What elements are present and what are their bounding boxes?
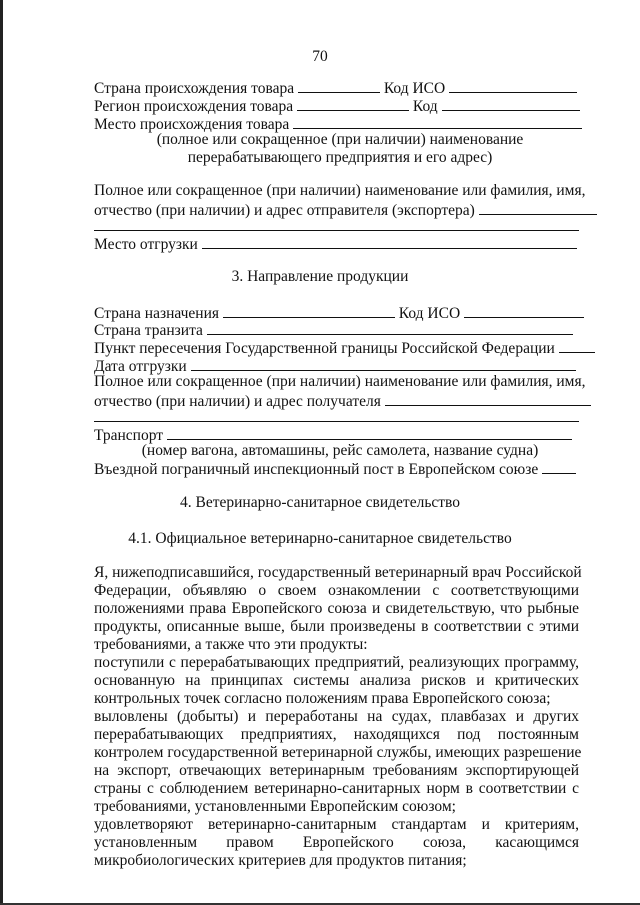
origin-region-row <box>94 96 580 116</box>
origin-country-row <box>94 78 577 98</box>
paragraph-line: поступили с перерабатывающих предприятий, реализующих программу, <box>94 654 579 671</box>
origin-country-field[interactable] <box>298 78 380 93</box>
shipment-place-field[interactable] <box>202 234 577 249</box>
origin-note-line1: (полное или сокращенное (при наличии) наименование <box>156 131 524 148</box>
origin-place-field[interactable] <box>293 114 582 129</box>
origin-country-label: Страна происхождения товара <box>94 80 295 97</box>
shipment-place-label: Место отгрузки <box>94 236 198 253</box>
paragraph-line: Федерации, объявляю о своем ознакомлении с соответствующими <box>94 582 579 599</box>
transit-row <box>94 320 573 340</box>
paragraph-line: требованиями, а также что эти продукты: <box>94 636 368 653</box>
transport-field[interactable] <box>167 425 572 440</box>
paragraph-line: контрольных точек согласно положениям права Европейского союза; <box>94 690 551 707</box>
paragraph-line: положениями права Европейского союза и свидетельствую, что рыбные <box>94 600 579 617</box>
sender-extra-line[interactable] <box>94 230 579 231</box>
receiver-row <box>94 391 591 411</box>
eu-post-row <box>94 459 576 479</box>
sender-line1: Полное или сокращенное (при наличии) наименование или фамилия, имя, <box>94 182 586 199</box>
receiver-extra-line[interactable] <box>94 421 579 422</box>
origin-region-field[interactable] <box>297 96 409 111</box>
transit-label: Страна транзита <box>94 322 203 339</box>
sender-row <box>94 200 597 220</box>
destination-iso-label: Код ИСО <box>398 305 461 322</box>
paragraph-line: основанную на принципах системы анализа рисков и критических <box>94 672 579 689</box>
receiver-line2: отчество (при наличии) и адрес получателя <box>94 393 381 410</box>
origin-note-line2: перерабатывающего предприятия и его адрес) <box>187 149 493 166</box>
paragraph-line: продукты, описанные выше, были произведены в соответствии с этими <box>94 618 579 635</box>
sender-line2: отчество (при наличии) и адрес отправителя (экспортера) <box>94 202 475 219</box>
origin-place-label: Место происхождения товара <box>94 116 290 133</box>
paragraph-line: на экспорт, отвечающих ветеринарным требованиям экспортирующей <box>94 762 579 779</box>
transport-note: (номер вагона, автомашины, рейс самолета, название судна) <box>141 442 539 459</box>
ship-date-field[interactable] <box>191 356 576 371</box>
eu-post-field[interactable] <box>542 459 576 474</box>
paragraph-line: удовлетворяют ветеринарно-санитарным стандартам и критериям, <box>94 816 579 833</box>
receiver-line1: Полное или сокращенное (при наличии) наименование или фамилия, имя, <box>94 373 586 390</box>
destination-iso-field[interactable] <box>464 303 584 318</box>
eu-post-label: Въездной пограничный инспекционный пост в Европейском союзе <box>94 461 539 478</box>
origin-iso-label: Код ИСО <box>383 80 446 97</box>
page-number: 70 <box>312 48 328 65</box>
paragraph-line: требованиями, установленными Европейским союзом; <box>94 798 456 815</box>
section4-title: 4. Ветеринарно-санитарное свидетельство <box>180 494 460 511</box>
sender-field[interactable] <box>479 200 597 215</box>
paragraph-line: микробиологических критериев для продуктов питания; <box>94 852 467 869</box>
border-point-label: Пункт пересечения Государственной границы Российской Федерации <box>94 340 555 357</box>
paragraph-line: страны с соблюдением ветеринарно-санитарных норм в соответствии с <box>94 780 579 797</box>
section3-title: 3. Направление продукции <box>231 268 409 285</box>
origin-region-label: Регион происхождения товара <box>94 98 294 115</box>
destination-label: Страна назначения <box>94 305 220 322</box>
receiver-field[interactable] <box>385 391 591 406</box>
paragraph-line: выловлены (добыты) и переработаны на судах, плавбазах и других <box>94 708 579 725</box>
scan-left-edge <box>0 0 3 905</box>
ship-date-label: Дата отгрузки <box>94 358 187 375</box>
destination-field[interactable] <box>223 303 395 318</box>
paragraph-line: перерабатывающих предприятиях, находящихся под постоянным <box>94 726 579 743</box>
origin-iso-field[interactable] <box>449 78 577 93</box>
transport-label: Транспорт <box>94 427 164 444</box>
paragraph-line: Я, нижеподписавшийся, государственный ветеринарный врач Российской <box>94 564 582 581</box>
border-point-field[interactable] <box>559 338 595 353</box>
section4-subtitle: 4.1. Официальное ветеринарно-санитарное свидетельство <box>128 530 512 547</box>
origin-code-label: Код <box>412 98 438 115</box>
border-point-row <box>94 338 595 358</box>
shipment-place-row <box>94 234 577 254</box>
transit-field[interactable] <box>207 320 573 335</box>
paragraph-line: установленным правом Европейского союза, касающимся <box>94 834 579 851</box>
paragraph-line: контролем государственной ветеринарной службы, имеющих разрешение <box>94 744 582 761</box>
origin-code-field[interactable] <box>442 96 580 111</box>
